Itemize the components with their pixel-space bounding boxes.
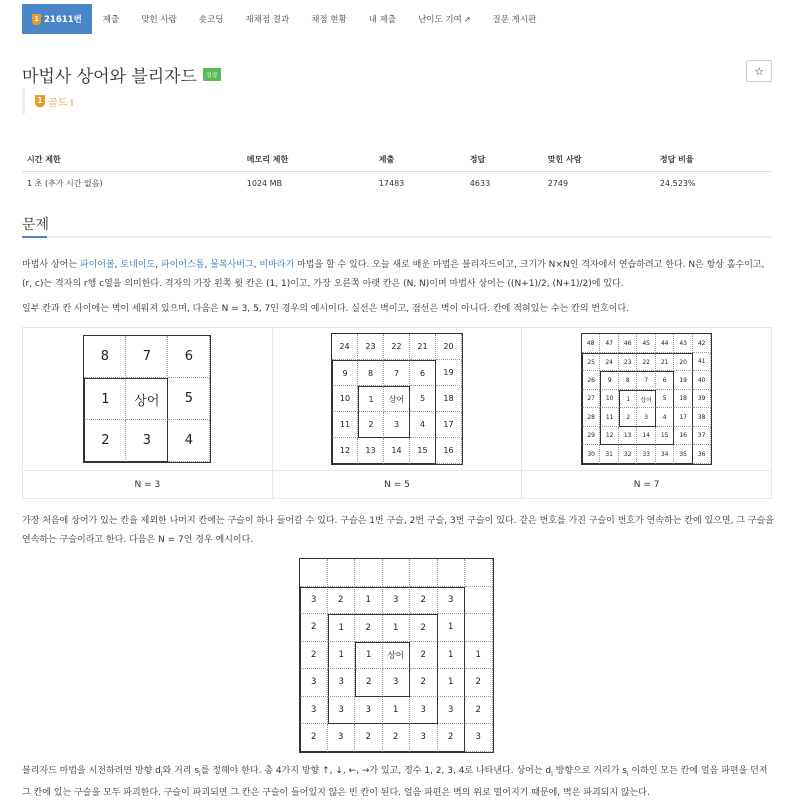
value-ratio: 24.523% xyxy=(659,179,696,188)
grid-cell: 상어 xyxy=(383,642,411,670)
grid-cell: 22 xyxy=(384,334,410,360)
grid-cell: 3 xyxy=(383,669,411,697)
grid-cell: 38 xyxy=(693,408,712,427)
link-rain[interactable]: 비바라기 xyxy=(259,260,295,270)
grid-cell: 4 xyxy=(168,420,210,462)
text: 와 거리 s xyxy=(162,766,200,776)
nav-tab-submit[interactable]: 제출 xyxy=(102,15,120,25)
grid-cell: 37 xyxy=(693,427,712,446)
grid-cell: 13 xyxy=(358,438,384,464)
value-accepted: 4633 xyxy=(469,179,491,188)
figure-beads xyxy=(299,558,494,753)
grid-cell: 18 xyxy=(674,390,693,409)
nav-tab-rejudge[interactable]: 재채점 결과 xyxy=(245,15,290,25)
grid-cell: 1 xyxy=(465,642,493,670)
grid-cell: 상어 xyxy=(637,390,656,409)
figure-n3 xyxy=(23,328,273,471)
grid-cell: 1 xyxy=(383,614,411,642)
value-memory-limit: 1024 MB xyxy=(246,179,283,188)
grid-cell: 8 xyxy=(619,371,638,390)
grid-cell: 23 xyxy=(358,334,384,360)
grid-cell: 17 xyxy=(436,412,462,438)
nav-tab-problem[interactable] xyxy=(22,4,92,34)
grid-cell: 2 xyxy=(300,642,328,670)
grid-cell: 33 xyxy=(637,445,656,464)
grid-cell: 13 xyxy=(619,427,638,446)
grid-cell: 2 xyxy=(438,724,466,752)
figure-n5 xyxy=(272,328,522,471)
problem-nav xyxy=(22,4,547,34)
grid-cell: 2 xyxy=(300,614,328,642)
grid-cell: 10 xyxy=(600,390,619,409)
problem-paragraph-3: 가장 처음에 상어가 있는 칸을 제외한 나머지 칸에는 구슬이 하나 들어갈 수 있다. 구슬은 1번 구슬, 2번 구슬, 3번 구슬이 있다. 같은 번호를 가진 구슬이 번호가 연속하는 칸에 있으면, 그 구슬을 연속하는 구슬이라고 한다. 다음은 N = 7인 경우 예시이다. xyxy=(22,516,774,545)
grid-cell: 11 xyxy=(332,412,358,438)
title-row xyxy=(22,62,221,87)
grid-cell: 48 xyxy=(582,334,601,353)
grid-cell: 35 xyxy=(674,445,693,464)
grid-cell: 20 xyxy=(674,353,693,372)
grid-cell: 2 xyxy=(465,669,493,697)
grid-cell: 9 xyxy=(600,371,619,390)
grid-cell: 상어 xyxy=(126,378,168,420)
grid-cell: 18 xyxy=(436,386,462,412)
grid-cell: 2 xyxy=(383,724,411,752)
grid-cell: 2 xyxy=(410,642,438,670)
grid-cell: 11 xyxy=(600,408,619,427)
grid-cell: 2 xyxy=(84,420,126,462)
grid-cell: 14 xyxy=(384,438,410,464)
grid-cell: 27 xyxy=(582,390,601,409)
text: 마법을 할 수 있다. 오늘 새로 배운 마법은 블리자드이고, 크기가 N×N인 격자에서 연습하려고 한다. N은 항상 홀수이고, (r, c)는 격자의 r행 c열을 의미한다. 격자의 가장 왼쪽 윗 칸은 (1, 1)이고, 가장 오른쪽 아랫 칸은 (N, N)이며 마법사 상어는 ((N+1)/2, (N+1)/2)에 있다. xyxy=(22,260,765,289)
table-header-row xyxy=(22,148,772,172)
grid-cell: 16 xyxy=(674,427,693,446)
page-title: 마법사 상어와 블리자드 xyxy=(22,67,198,87)
section-title: 문제 xyxy=(22,217,50,233)
link-water-copy-bug[interactable]: 물복사버그 xyxy=(210,260,254,270)
grid-cell: 5 xyxy=(410,386,436,412)
grid-cell: 2 xyxy=(410,614,438,642)
grid-cell: 21 xyxy=(656,353,675,372)
grid-cell: 2 xyxy=(410,669,438,697)
header-submissions: 제출 xyxy=(374,148,465,172)
grid-cell: 1 xyxy=(383,697,411,725)
grid-cell: 3 xyxy=(637,408,656,427)
grid-cell: 34 xyxy=(656,445,675,464)
text: 방향으로 거리가 s xyxy=(552,766,627,776)
text: 를 정해야 한다. 총 4가지 방향 ↑, ↓, ←, →가 있고, 정수 1, 2, 3, 4로 나타낸다. 상어는 d xyxy=(200,766,552,776)
grid-n3 xyxy=(83,335,211,463)
grid-cell: 3 xyxy=(355,697,383,725)
grid-cell: 39 xyxy=(693,390,712,409)
grid-cell: 24 xyxy=(600,353,619,372)
grid-examples-table xyxy=(22,327,772,499)
grid-cell: 14 xyxy=(637,427,656,446)
grid-cell xyxy=(410,559,438,587)
grid-cell: 23 xyxy=(619,353,638,372)
grid-cell xyxy=(465,587,493,615)
grid-cell: 6 xyxy=(168,336,210,378)
grid-n7 xyxy=(581,333,713,465)
text: , xyxy=(253,260,260,270)
grid-cell: 1 xyxy=(328,642,356,670)
grid-cell: 15 xyxy=(410,438,436,464)
grid-cell: 22 xyxy=(637,353,656,372)
grid-cell: 36 xyxy=(693,445,712,464)
grid-cell: 2 xyxy=(355,669,383,697)
text: , xyxy=(155,260,161,270)
grid-cell: 4 xyxy=(410,412,436,438)
nav-tab-difficulty[interactable] xyxy=(407,4,481,34)
problem-paragraph-2: 일부 칸과 칸 사이에는 벽이 세워져 있으며, 다음은 N = 3, 5, 7인 경우의 예시이다. 실선은 벽이고, 점선은 벽이 아니다. 칸에 적혀있는 수는 칸의 번호이다. xyxy=(22,304,630,314)
grid-cell: 3 xyxy=(300,669,328,697)
grid-cell: 4 xyxy=(656,408,675,427)
subscript: i xyxy=(626,770,629,778)
text: , xyxy=(114,260,121,270)
grid-cell: 12 xyxy=(332,438,358,464)
grid-cell: 20 xyxy=(436,334,462,360)
grid-cell: 5 xyxy=(656,390,675,409)
grid-cell: 26 xyxy=(582,371,601,390)
grid-cell: 40 xyxy=(693,371,712,390)
grid-cell xyxy=(328,559,356,587)
status-badge: 성공 xyxy=(203,68,221,81)
grid-cell: 45 xyxy=(637,334,656,353)
grid-cell: 46 xyxy=(619,334,638,353)
grid-cell: 16 xyxy=(436,438,462,464)
problem-paragraph-4 xyxy=(22,762,777,803)
grid-cell: 19 xyxy=(674,371,693,390)
value-time-limit: 1 초 (추가 시간 없음) xyxy=(27,179,103,188)
grid-cell: 3 xyxy=(328,724,356,752)
grid-cell: 5 xyxy=(168,378,210,420)
grid-cell: 3 xyxy=(383,587,411,615)
grid-cell: 상어 xyxy=(384,386,410,412)
grid-cell: 3 xyxy=(300,697,328,725)
grid-cell: 7 xyxy=(384,360,410,386)
header-time-limit: 시간 제한 xyxy=(22,148,242,172)
grid-cell: 3 xyxy=(328,697,356,725)
grid-cell: 6 xyxy=(656,371,675,390)
header-accepted: 정답 xyxy=(465,148,543,172)
caption-n3: N = 3 xyxy=(23,471,273,499)
nav-tab-qna[interactable]: 질문 게시판 xyxy=(492,15,537,25)
nav-tab-label: 난이도 기여 xyxy=(418,15,462,25)
link-fireball[interactable]: 파이어볼 xyxy=(79,260,115,270)
grid-cell: 3 xyxy=(438,587,466,615)
grid-cell: 24 xyxy=(332,334,358,360)
subscript: i xyxy=(160,770,163,778)
grid-cell: 3 xyxy=(410,697,438,725)
grid-cell: 2 xyxy=(300,724,328,752)
link-firestorm[interactable]: 파이어스톰 xyxy=(160,260,205,270)
grid-cell: 3 xyxy=(126,420,168,462)
grid-cell: 44 xyxy=(656,334,675,353)
grid-cell: 1 xyxy=(438,642,466,670)
grid-cell: 7 xyxy=(637,371,656,390)
grid-cell: 2 xyxy=(619,408,638,427)
header-memory-limit: 메모리 제한 xyxy=(242,148,374,172)
grid-cell xyxy=(300,559,328,587)
problem-info-table xyxy=(22,148,772,195)
grid-cell: 3 xyxy=(410,724,438,752)
subscript: i xyxy=(551,770,553,778)
section-divider xyxy=(22,236,772,238)
grid-cell: 21 xyxy=(410,334,436,360)
caption-n7: N = 7 xyxy=(522,471,772,499)
grid-cell: 25 xyxy=(582,353,601,372)
grid-cell: 3 xyxy=(438,697,466,725)
grid-cell: 2 xyxy=(410,587,438,615)
grid-cell: 32 xyxy=(619,445,638,464)
grid-cell: 3 xyxy=(300,587,328,615)
grid-cell: 19 xyxy=(436,360,462,386)
grid-cell: 29 xyxy=(582,427,601,446)
grid-cell: 8 xyxy=(84,336,126,378)
grid-cell: 41 xyxy=(693,353,712,372)
grid-cell: 3 xyxy=(384,412,410,438)
text: 블리자드 마법을 시전하려면 방향 d xyxy=(22,766,161,776)
table-row xyxy=(22,172,772,196)
grid-cell: 3 xyxy=(328,669,356,697)
grid-cell: 2 xyxy=(328,587,356,615)
nav-tab-status[interactable]: 채점 현황 xyxy=(311,15,347,25)
text: , xyxy=(204,260,211,270)
grid-beads xyxy=(299,558,494,753)
grid-cell xyxy=(355,559,383,587)
grid-cell xyxy=(465,559,493,587)
grid-cell: 1 xyxy=(84,378,126,420)
tier-badge-icon: 1 xyxy=(32,14,41,25)
grid-cell: 1 xyxy=(328,614,356,642)
grid-cell: 1 xyxy=(438,669,466,697)
grid-cell: 28 xyxy=(582,408,601,427)
nav-tab-my-submissions[interactable]: 내 제출 xyxy=(368,15,397,25)
grid-cell: 7 xyxy=(126,336,168,378)
text: 마법사 상어는 xyxy=(22,260,80,270)
header-solvers: 맞힌 사람 xyxy=(543,148,655,172)
grid-cell: 2 xyxy=(465,697,493,725)
grid-cell: 2 xyxy=(355,724,383,752)
grid-cell xyxy=(465,614,493,642)
grid-cell xyxy=(383,559,411,587)
grid-cell: 30 xyxy=(582,445,601,464)
link-tornado[interactable]: 토네이도 xyxy=(120,260,156,270)
grid-cell: 31 xyxy=(600,445,619,464)
grid-cell: 8 xyxy=(358,360,384,386)
problem-paragraph-1 xyxy=(22,256,777,294)
grid-cell: 1 xyxy=(355,642,383,670)
subscript: i xyxy=(199,770,201,778)
tier-badge-icon: 1 xyxy=(35,95,45,107)
grid-cell: 9 xyxy=(332,360,358,386)
star-icon: ☆ xyxy=(754,64,764,78)
grid-cell: 1 xyxy=(358,386,384,412)
grid-cell: 47 xyxy=(600,334,619,353)
figure-n7 xyxy=(522,328,772,471)
grid-n5 xyxy=(331,333,463,465)
text: 이하인 모든 칸에 얼음 파편을 던져 그 칸에 있는 구슬을 모두 파괴한다. 구슬이 파괴되면 그 칸은 구슬이 들어있지 않은 빈 칸이 된다. 얼음 파편은 벽의 위로 떨어지기 때문에, 벽은 파괴되지 않는다. xyxy=(22,766,768,798)
grid-cell: 1 xyxy=(438,614,466,642)
grid-cell: 43 xyxy=(674,334,693,353)
favorite-button[interactable] xyxy=(746,60,772,82)
header-ratio: 정답 비율 xyxy=(655,148,772,172)
value-solvers: 2749 xyxy=(547,179,569,188)
grid-cell: 1 xyxy=(619,390,638,409)
grid-cell xyxy=(438,559,466,587)
grid-cell: 17 xyxy=(674,408,693,427)
nav-tab-label: 21611번 xyxy=(44,15,82,25)
grid-cell: 3 xyxy=(465,724,493,752)
grid-cell: 15 xyxy=(656,427,675,446)
value-submissions: 17483 xyxy=(378,179,405,188)
grid-cell: 6 xyxy=(410,360,436,386)
grid-cell: 10 xyxy=(332,386,358,412)
nav-tab-solvers[interactable]: 맞힌 사람 xyxy=(141,15,177,25)
external-link-icon: ↗ xyxy=(463,14,471,24)
tier-label xyxy=(22,88,73,114)
nav-tab-shortcoding[interactable]: 숏코딩 xyxy=(198,15,224,25)
grid-cell: 1 xyxy=(355,587,383,615)
grid-cell: 42 xyxy=(693,334,712,353)
grid-cell: 12 xyxy=(600,427,619,446)
grid-cell: 2 xyxy=(355,614,383,642)
tier-text: 골드 I xyxy=(48,97,74,109)
caption-n5: N = 5 xyxy=(272,471,522,499)
grid-cell: 2 xyxy=(358,412,384,438)
